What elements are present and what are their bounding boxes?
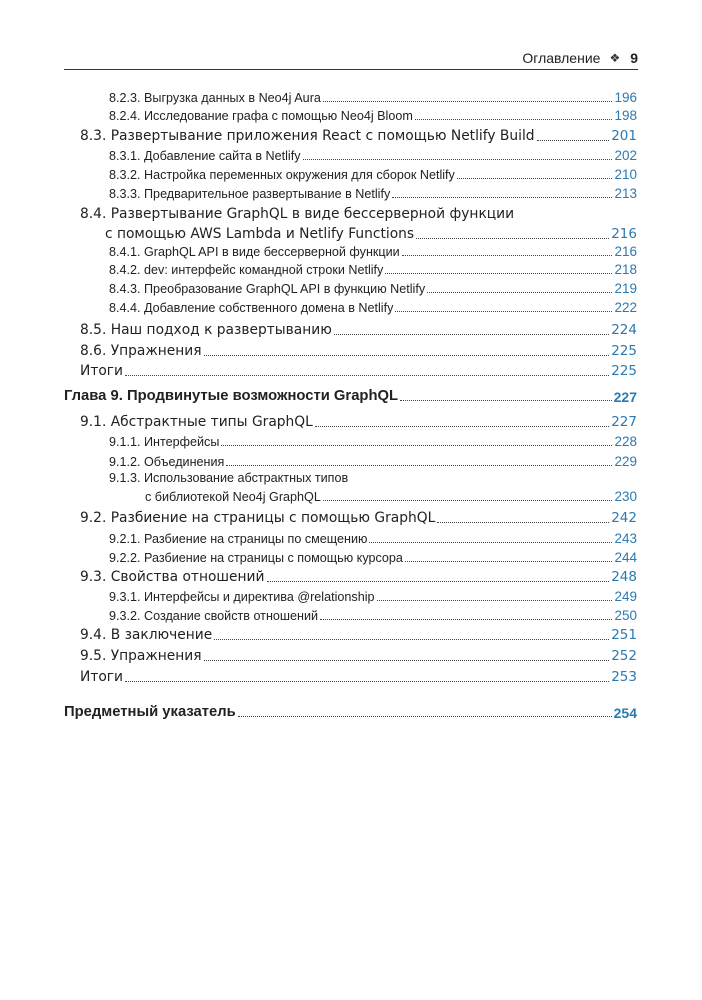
toc-chapter-entry[interactable]: [64, 389, 637, 404]
leader-dots: [385, 273, 612, 274]
toc-entry-title-line: 8.4. Развертывание GraphQL в виде бессерверной функции: [80, 206, 515, 222]
toc-page-number: 196: [614, 90, 637, 105]
toc-entry[interactable]: [80, 629, 637, 643]
toc-page-number: 251: [611, 627, 637, 644]
toc-page-number: 228: [614, 434, 637, 449]
leader-dots: [320, 619, 612, 620]
toc-page-number: 225: [611, 343, 637, 360]
toc-entry-title: 9.1.2. Объединения: [109, 454, 225, 469]
leader-dots: [204, 660, 610, 661]
toc-entry[interactable]: [109, 455, 637, 469]
toc-entry[interactable]: [109, 109, 637, 123]
toc-entry[interactable]: [80, 416, 637, 430]
toc-entry-title-line: 9.1.3. Использование абстрактных типов: [109, 471, 349, 485]
toc-entry-title: 8.3.3. Предварительное развертывание в Netlify: [109, 186, 391, 201]
toc-page-number: 252: [611, 648, 637, 665]
leader-dots: [303, 159, 613, 160]
toc-page-number: 201: [611, 128, 637, 145]
toc-entry[interactable]: [80, 512, 637, 526]
leader-dots: [369, 542, 612, 543]
toc-entry-title: 8.3. Развертывание приложения React с помощью Netlify Build: [80, 128, 535, 144]
toc-entry-title: 8.6. Упражнения: [80, 343, 202, 359]
toc-page-number: 248: [611, 569, 637, 586]
leader-dots: [323, 500, 613, 501]
toc-entry-title: 9.1.1. Интерфейсы: [109, 434, 220, 449]
toc-entry[interactable]: [109, 187, 637, 201]
toc-page-number: 224: [611, 322, 637, 339]
toc-entry[interactable]: [80, 650, 637, 664]
toc-entry-title: 8.5. Наш подход к развертыванию: [80, 322, 332, 338]
leader-dots: [392, 197, 612, 198]
leader-dots: [125, 681, 609, 682]
toc-entry-title: 9.3. Свойства отношений: [80, 569, 265, 585]
toc-page-number: 216: [611, 226, 637, 243]
toc-entry[interactable]: [80, 671, 637, 685]
leader-dots: [125, 375, 609, 376]
toc-entry-title: 9.3.1. Интерфейсы и директива @relationship: [109, 589, 375, 604]
header-title: Оглавление: [522, 50, 601, 66]
leader-dots: [221, 445, 612, 446]
toc-page-number: 219: [614, 281, 637, 296]
header-page-number: 9: [630, 50, 638, 66]
leader-dots: [457, 178, 613, 179]
toc-page-number: 243: [614, 531, 637, 546]
toc-page-number: 229: [614, 454, 637, 469]
leader-dots: [415, 119, 613, 120]
toc-entry[interactable]: [109, 149, 637, 163]
toc-page-number: 249: [614, 589, 637, 604]
toc-entry-title: 8.4.1. GraphQL API в виде бессерверной функции: [109, 244, 400, 259]
toc-entry-title: 9.2. Разбиение на страницы с помощью GraphQL: [80, 510, 436, 526]
toc-entry-title: 8.2.4. Исследование графа с помощью Neo4j Bloom: [109, 108, 413, 123]
toc-entry[interactable]: [80, 130, 637, 144]
toc-page-number: 253: [611, 669, 637, 686]
toc-entry-title: 9.1. Абстрактные типы GraphQL: [80, 414, 313, 430]
leader-dots: [405, 561, 613, 562]
toc-entry[interactable]: [109, 590, 637, 604]
toc-entry-title: 9.2.2. Разбиение на страницы с помощью курсора: [109, 550, 403, 565]
toc-entry[interactable]: [109, 91, 637, 105]
leader-dots: [395, 311, 612, 312]
toc-entry-title: 8.3.2. Настройка переменных окружения для сборок Netlify: [109, 167, 455, 182]
leader-dots: [437, 522, 609, 523]
toc-entry[interactable]: [109, 532, 637, 546]
toc-page-number: 227: [611, 414, 637, 431]
toc-entry-title: Итоги: [80, 363, 124, 379]
toc-entry-title: с библиотекой Neo4j GraphQL: [145, 489, 321, 504]
leader-dots: [315, 426, 609, 427]
ornament-icon: ❖: [609, 51, 621, 65]
toc-entry-title: 9.3.2. Создание свойств отношений: [109, 608, 319, 623]
toc-page-number: 216: [614, 244, 637, 259]
toc-entry-title: Глава 9. Продвинутые возможности GraphQL: [64, 388, 399, 404]
toc-entry[interactable]: [109, 435, 637, 449]
toc-entry[interactable]: [80, 571, 637, 585]
toc-entry-title: Предметный указатель: [64, 704, 236, 720]
toc-entry[interactable]: [109, 263, 637, 277]
toc-chapter-entry[interactable]: [64, 705, 637, 720]
toc-entry-title: 9.2.1. Разбиение на страницы по смещению: [109, 531, 368, 546]
leader-dots: [400, 400, 612, 401]
toc-entry-title: 8.4.3. Преобразование GraphQL API в функцию Netlify: [109, 281, 426, 296]
toc-entry[interactable]: [109, 282, 637, 296]
toc-page-number: 222: [614, 300, 637, 315]
toc-entry-title: 9.4. В заключение: [80, 627, 213, 643]
toc-entry[interactable]: [109, 551, 637, 565]
leader-dots: [204, 355, 610, 356]
toc-entry[interactable]: [109, 168, 637, 182]
leader-dots: [214, 639, 609, 640]
toc-page-number: 202: [614, 148, 637, 163]
toc-page-number: 210: [614, 167, 637, 182]
toc-page-number: 213: [614, 186, 637, 201]
toc-entry[interactable]: [105, 228, 637, 242]
toc-entry[interactable]: [145, 490, 637, 504]
toc-entry[interactable]: [80, 365, 637, 379]
toc-entry[interactable]: [80, 324, 637, 338]
toc-page-number: 250: [614, 608, 637, 623]
toc-page-number: 218: [614, 262, 637, 277]
toc-entry-title: 9.5. Упражнения: [80, 648, 202, 664]
toc-entry[interactable]: [109, 245, 637, 259]
leader-dots: [416, 238, 609, 239]
toc-entry-title: Итоги: [80, 669, 124, 685]
toc-page-number: 242: [611, 510, 637, 527]
toc-entry-title: 8.2.3. Выгрузка данных в Neo4j Aura: [109, 90, 321, 105]
toc-entry-title: 8.4.2. dev: интерфейс командной строки Netlify: [109, 262, 384, 277]
toc-page-number: 254: [613, 704, 637, 721]
leader-dots: [226, 465, 612, 466]
toc-entry-title: 8.4.4. Добавление собственного домена в Netlify: [109, 300, 394, 315]
leader-dots: [334, 334, 609, 335]
toc-page-number: 225: [611, 363, 637, 380]
running-header: [64, 47, 638, 70]
leader-dots: [427, 292, 612, 293]
toc-entry[interactable]: [80, 345, 637, 359]
leader-dots: [238, 716, 612, 717]
toc-entry-title: 8.3.1. Добавление сайта в Netlify: [109, 148, 301, 163]
toc-page-number: 230: [614, 489, 637, 504]
toc-entry[interactable]: [109, 609, 637, 623]
leader-dots: [377, 600, 613, 601]
leader-dots: [537, 140, 610, 141]
leader-dots: [402, 255, 613, 256]
toc-page-number: 198: [614, 108, 637, 123]
toc-page-number: 227: [613, 388, 637, 405]
leader-dots: [267, 581, 610, 582]
leader-dots: [323, 101, 613, 102]
toc-page-number: 244: [614, 550, 637, 565]
toc-entry-title: с помощью AWS Lambda и Netlify Functions: [105, 226, 415, 242]
toc-entry[interactable]: [109, 301, 637, 315]
